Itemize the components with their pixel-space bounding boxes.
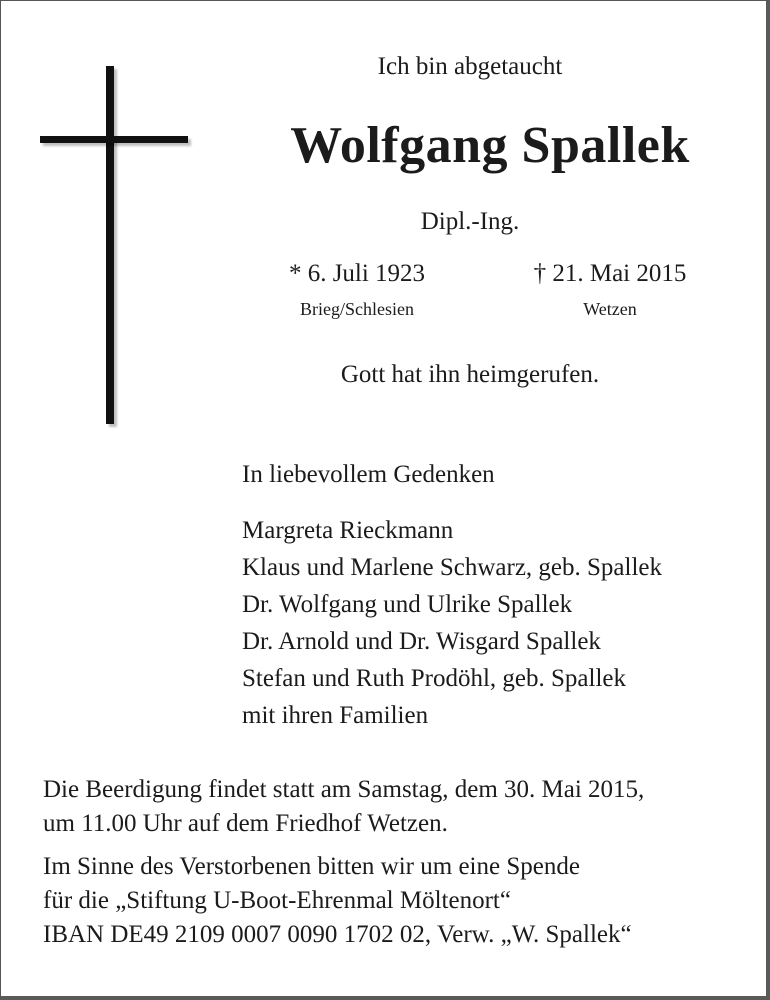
mourner-entry: Margreta Rieckmann	[242, 517, 454, 544]
mourner-entry: mit ihren Familien	[242, 702, 429, 729]
mourner-entry: Stefan und Ruth Prodöhl, geb. Spallek	[242, 665, 626, 692]
donation-line: Im Sinne des Verstorbenen bitten wir um eine Spende	[43, 853, 580, 880]
funeral-line: Die Beerdigung findet statt am Samstag, dem 30. Mai 2015,	[43, 776, 645, 803]
birth-date: * 6. Juli 1923	[288, 260, 426, 287]
donation-line: IBAN DE49 2109 0007 0090 1702 02, Verw. „W. Spallek“	[43, 921, 632, 948]
mourner-entry: Dr. Wolfgang und Ulrike Spallek	[242, 591, 573, 618]
motto: Ich bin abgetaucht	[377, 53, 563, 80]
funeral-line: um 11.00 Uhr auf dem Friedhof Wetzen.	[43, 810, 448, 837]
cross-vertical-beam	[106, 66, 114, 424]
donation-info	[43, 850, 632, 952]
academic-degree: Dipl.-Ing.	[420, 208, 520, 235]
birth-place: Brieg/Schlesien	[300, 299, 414, 319]
death-date: † 21. Mai 2015	[533, 260, 687, 287]
cross-horizontal-beam	[40, 136, 188, 143]
memory-heading: In liebevollem Gedenken	[242, 461, 495, 488]
called-home-line: Gott hat ihn heimgerufen.	[340, 361, 600, 388]
deceased-name: Wolfgang Spallek	[290, 117, 690, 174]
mourner-entry: Dr. Arnold und Dr. Wisgard Spallek	[242, 628, 601, 655]
funeral-info	[43, 773, 644, 841]
mourners-list	[242, 512, 662, 734]
mourner-entry: Klaus und Marlene Schwarz, geb. Spallek	[242, 554, 663, 581]
death-place: Wetzen	[583, 299, 637, 319]
donation-line: für die „Stiftung U-Boot-Ehrenmal Möltenort“	[43, 887, 511, 914]
